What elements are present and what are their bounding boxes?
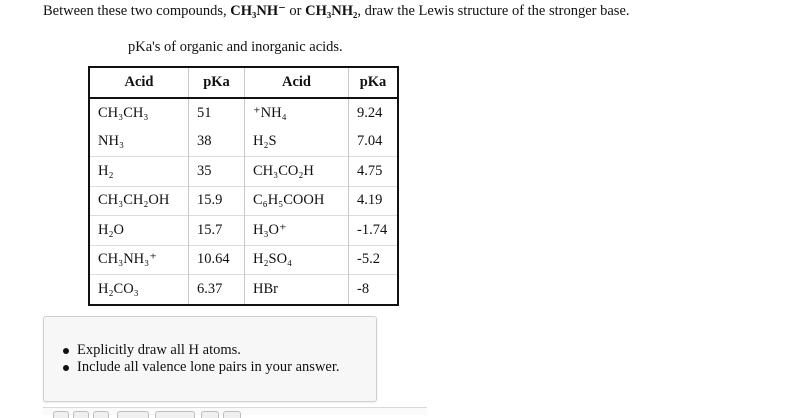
table-header-row: [89, 67, 398, 98]
table-row: [89, 245, 398, 275]
question-tail: , draw the Lewis structure of the stronger base.: [357, 3, 630, 19]
instruction-item: Explicitly draw all H atoms.: [77, 342, 340, 359]
question-lead: Between these two compounds,: [43, 3, 231, 19]
pka-cell: -8: [349, 275, 399, 305]
acid-cell: H₂: [89, 157, 189, 187]
toolbar-button[interactable]: [201, 411, 219, 418]
toolbar-button[interactable]: [155, 411, 195, 418]
pka-cell: 4.19: [349, 186, 399, 216]
toolbar-button[interactable]: [223, 411, 241, 418]
question-text: [43, 2, 630, 20]
pka-cell: 10.64: [189, 245, 245, 275]
table-row: [89, 128, 398, 157]
pka-cell: 6.37: [189, 275, 245, 305]
table-row: [89, 186, 398, 216]
instructions-box: [43, 316, 377, 402]
header-pka-2: pKa: [349, 67, 399, 98]
pka-cell: 15.7: [189, 216, 245, 246]
toolbar-button[interactable]: [117, 411, 149, 418]
acid-cell: H₂SO₄: [245, 245, 349, 275]
pka-cell: 4.75: [349, 157, 399, 187]
acid-cell: CH₃CH₃: [89, 98, 189, 128]
compound-a: CH₃NH⁻: [230, 3, 286, 19]
acid-cell: H₂S: [245, 128, 349, 157]
toolbar-button[interactable]: [93, 411, 109, 418]
pka-cell: 38: [189, 128, 245, 157]
pka-cell: 35: [189, 157, 245, 187]
header-pka-1: pKa: [189, 67, 245, 98]
instructions-list: [77, 342, 340, 376]
pka-cell: 9.24: [349, 98, 399, 128]
table-row: [89, 216, 398, 246]
toolbar-button[interactable]: [73, 411, 89, 418]
header-acid-1: Acid: [89, 67, 189, 98]
acid-cell: NH₃: [98, 133, 124, 150]
table-row: [89, 98, 398, 128]
toolbar-button[interactable]: [53, 411, 69, 418]
pka-cell: -5.2: [349, 245, 399, 275]
table-row: [89, 157, 398, 187]
acid-cell: CH₃CO₂H: [245, 157, 349, 187]
acid-cell: H₂O: [89, 216, 189, 246]
pka-table: [88, 66, 399, 306]
acid-cell: H₃O⁺: [245, 216, 349, 246]
acid-cell: H₂CO₃: [89, 275, 189, 305]
question-connector: or: [285, 3, 306, 19]
table-row: [89, 275, 398, 305]
pka-cell: 51: [189, 98, 245, 128]
table-caption: pKa's of organic and inorganic acids.: [128, 39, 343, 55]
acid-cell: CH₃CH₂OH: [89, 186, 189, 216]
header-acid-2: Acid: [245, 67, 349, 98]
pka-cell: -1.74: [349, 216, 399, 246]
acid-cell: ⁺NH₄: [245, 98, 349, 128]
acid-cell: HBr: [245, 275, 349, 305]
compound-b: CH₃NH₂: [305, 3, 358, 19]
instruction-item: Include all valence lone pairs in your answer.: [77, 359, 340, 375]
acid-cell: C₆H₅COOH: [245, 186, 349, 216]
pka-cell: 15.9: [189, 186, 245, 216]
pka-cell: 7.04: [349, 128, 399, 157]
acid-cell: CH₃NH₃⁺: [89, 245, 189, 275]
